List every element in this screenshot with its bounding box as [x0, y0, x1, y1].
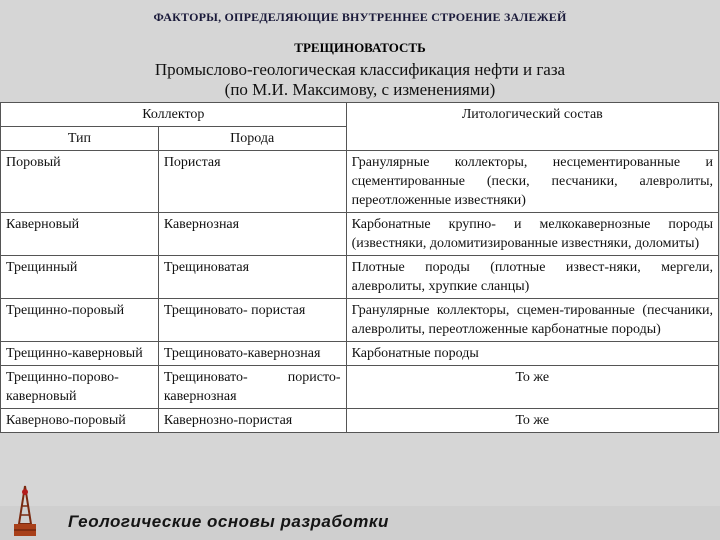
table-row [1, 409, 719, 433]
header-rock: Порода [158, 127, 346, 151]
cell-type: Трещинно-порово-каверновый [1, 366, 159, 409]
cell-rock: Кавернозно-пористая [158, 409, 346, 433]
cell-lithology: То же [346, 409, 718, 433]
cell-lithology: Карбонатные породы [346, 342, 718, 366]
cell-type: Трещинно-каверновый [1, 342, 159, 366]
classification-title-line-2: (по М.И. Максимову, с изменениями) [224, 80, 496, 99]
cell-type: Трещинно-поровый [1, 299, 159, 342]
cell-lithology: Гранулярные коллекторы, несцементированные и сцементированные (пески, песчаники, алевролиты, переотложенные известняки) [346, 151, 718, 213]
cell-type: Трещинный [1, 256, 159, 299]
table-row [1, 366, 719, 409]
classification-title [100, 60, 620, 100]
table-row [1, 151, 719, 213]
cell-lithology: Плотные породы (плотные извест-няки, мергели, алевролиты, хрупкие сланцы) [346, 256, 718, 299]
cell-rock: Трещиновато- пористо-кавернозная [158, 366, 346, 409]
footer-course-title: Геологические основы разработки [68, 512, 389, 531]
cell-type: Каверново-поровый [1, 409, 159, 433]
table-row [1, 256, 719, 299]
cell-rock: Кавернозная [158, 213, 346, 256]
slide-subject: ТРЕЩИНОВАТОСТЬ [294, 40, 426, 55]
cell-lithology: Гранулярные коллекторы, сцемен-тированные (песчаники, алевролиты, переотложенные карбонатные породы) [346, 299, 718, 342]
table-header-row [1, 103, 719, 127]
cell-type: Поровый [1, 151, 159, 213]
table-row [1, 342, 719, 366]
cell-lithology: То же [346, 366, 718, 409]
cell-rock: Трещиновато-кавернозная [158, 342, 346, 366]
header-type: Тип [1, 127, 159, 151]
page-header-title: ФАКТОРЫ, ОПРЕДЕЛЯЮЩИЕ ВНУТРЕННЕЕ СТРОЕНИЕ ЗАЛЕЖЕЙ [153, 10, 567, 24]
cell-rock: Трещиновато- пористая [158, 299, 346, 342]
header-collector: Коллектор [1, 103, 347, 127]
cell-rock: Трещиноватая [158, 256, 346, 299]
cell-rock: Пористая [158, 151, 346, 213]
collector-classification-table [0, 102, 719, 433]
oil-derrick-logo-icon [8, 484, 42, 536]
cell-lithology: Карбонатные крупно- и мелкокавернозные породы (известняки, доломитизированные известняки, доломиты) [346, 213, 718, 256]
cell-type: Каверновый [1, 213, 159, 256]
classification-title-line-1: Промыслово-геологическая классификация нефти и газа [154, 60, 566, 79]
header-lithology: Литологический состав [346, 103, 718, 151]
table-row [1, 299, 719, 342]
table-row [1, 213, 719, 256]
